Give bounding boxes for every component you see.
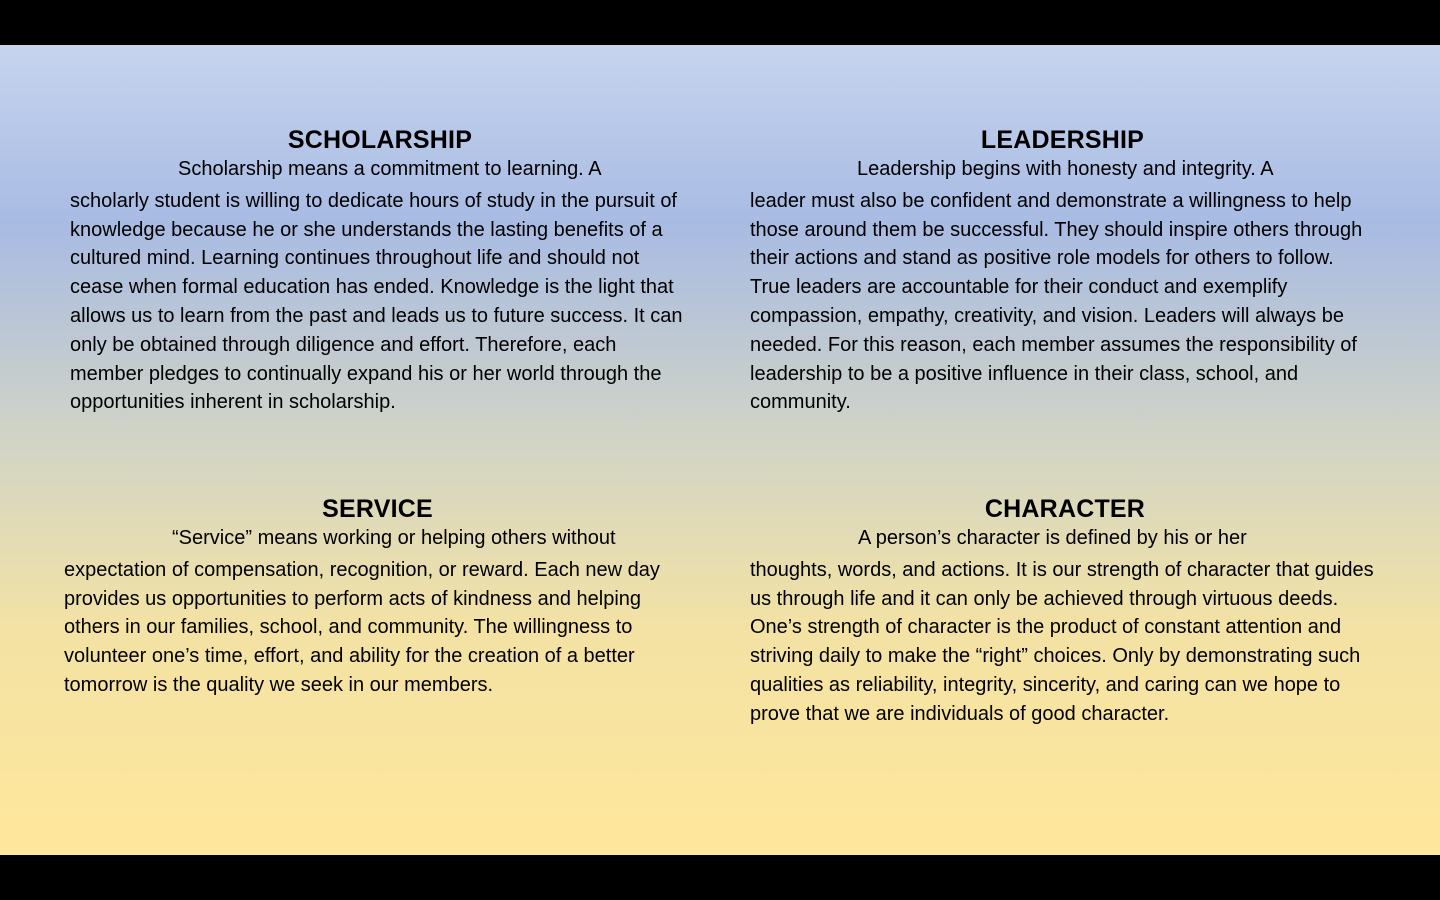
leadership-section [750, 125, 1375, 417]
slide [0, 45, 1440, 855]
service-body [64, 524, 691, 700]
service-heading: SERVICE [322, 495, 433, 523]
scholarship-heading: SCHOLARSHIP [287, 126, 473, 154]
leadership-first-line: Leadership begins with honesty and integrity. A [857, 158, 1274, 180]
character-heading: CHARACTER [984, 495, 1146, 523]
character-first-line: A person’s character is defined by his or her [858, 527, 1247, 549]
scholarship-section [70, 125, 690, 417]
service-section [64, 494, 691, 700]
character-body [750, 524, 1380, 729]
scholarship-text: scholarly student is willing to dedicate hours of study in the pursuit of knowledge because he or she understands the lasting benefits of a cultured mind. Learning continues throughout life and should not cease when formal education has ended. Knowledge is the light that allows us to learn from the past and leads us to future success. It can only be obtained through diligence and effort. Therefore, each member pledges to continually expand his or her world through the opportunities inherent in scholarship. [70, 189, 683, 414]
service-text: expectation of compensation, recognition, or reward. Each new day provides us opportunities to perform acts of kindness and helping others in our families, school, and community. The willingness to volunteer one’s time, effort, and ability for the creation of a better tomorrow is the quality we seek in our members. [64, 558, 660, 696]
service-first-line: “Service” means working or helping others without [172, 527, 616, 549]
leadership-body [750, 155, 1375, 417]
letterbox-top [0, 0, 1440, 45]
scholarship-body [70, 155, 690, 417]
scholarship-first-line: Scholarship means a commitment to learning. A [178, 158, 602, 180]
letterbox-bottom [0, 855, 1440, 900]
character-text: thoughts, words, and actions. It is our strength of character that guides us through life and it can only be achieved through virtuous deeds. One’s strength of character is the product of constant attention and striving daily to make the “right” choices. Only by demonstrating such qualities as reliability, integrity, sincerity, and caring can we hope to prove that we are individuals of good character. [750, 558, 1374, 725]
leadership-text: leader must also be confident and demonstrate a willingness to help those around them be successful. They should inspire others through their actions and stand as positive role models for others to follow. True leaders are accountable for their conduct and exemplify compassion, empathy, creativity, and vision. Leaders will always be needed. For this reason, each member assumes the responsibility of leadership to be a positive influence in their class, school, and community. [750, 189, 1363, 414]
character-section [750, 494, 1380, 729]
leadership-heading: LEADERSHIP [980, 126, 1145, 154]
